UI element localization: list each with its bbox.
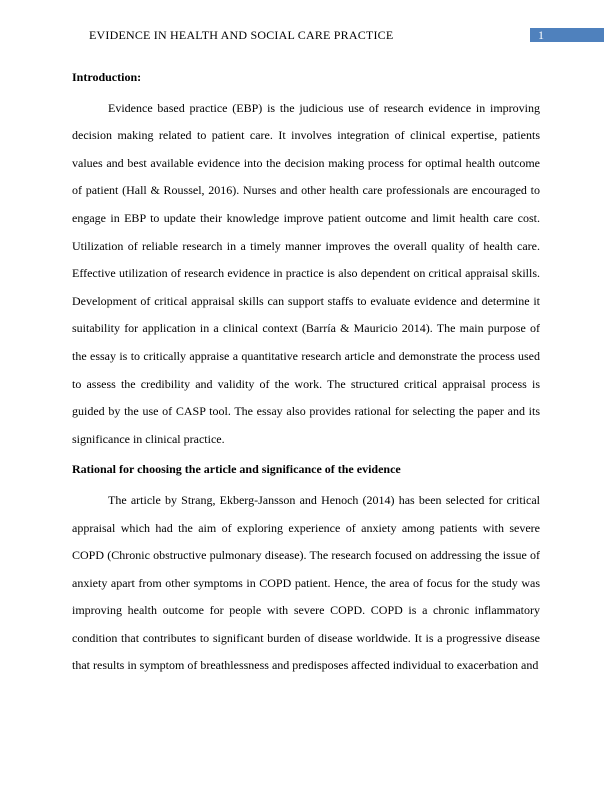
paragraph-rationale: The article by Strang, Ekberg-Jansson and Henoch (2014) has been selected for critical appraisal which had the aim of exploring experience of anxiety among patients with severe COPD (Chronic obstructive pulmonary disease). The research focused on addressing the issue of anxiety apart from other symptoms in COPD patient. Hence, the area of focus for the study was improving health outcome for people with severe COPD. COPD is a chronic inflammatory condition that contributes to significant burden of disease worldwide. It is a progressive disease that results in symptom of breathlessness and predisposes affected individual to exacerbation and <box>72 492 540 673</box>
paragraph-introduction: Evidence based practice (EBP) is the judicious use of research evidence in improving decision making related to patient care. It involves integration of clinical expertise, patients values and best available evidence into the decision making process for optimal health outcome of patient (Hall & Roussel, 2016). Nurses and other health care professionals are encouraged to engage in EBP to update their knowledge improve patient outcome and limit health care cost. Utilization of reliable research in a timely manner improves the overall quality of health care. Effective utilization of research evidence in practice is also dependent on critical appraisal skills. Development of critical appraisal skills can support staffs to evaluate evidence and determine it suitability for application in a clinical context (Barría & Mauricio 2014). The main purpose of the essay is to critically appraise a quantitative research article and demonstrate the process used to assess the credibility and validity of the work. The structured critical appraisal process is guided by the use of CASP tool. The essay also provides rational for selecting the paper and its significance in clinical practice. <box>72 100 540 446</box>
page-number-badge: 1 <box>530 28 604 42</box>
section-heading-introduction: Introduction: <box>72 70 142 84</box>
section-heading-rationale: Rational for choosing the article and significance of the evidence <box>72 462 401 477</box>
running-header-title: EVIDENCE IN HEALTH AND SOCIAL CARE PRACTICE <box>89 28 394 42</box>
document-body <box>72 64 540 680</box>
